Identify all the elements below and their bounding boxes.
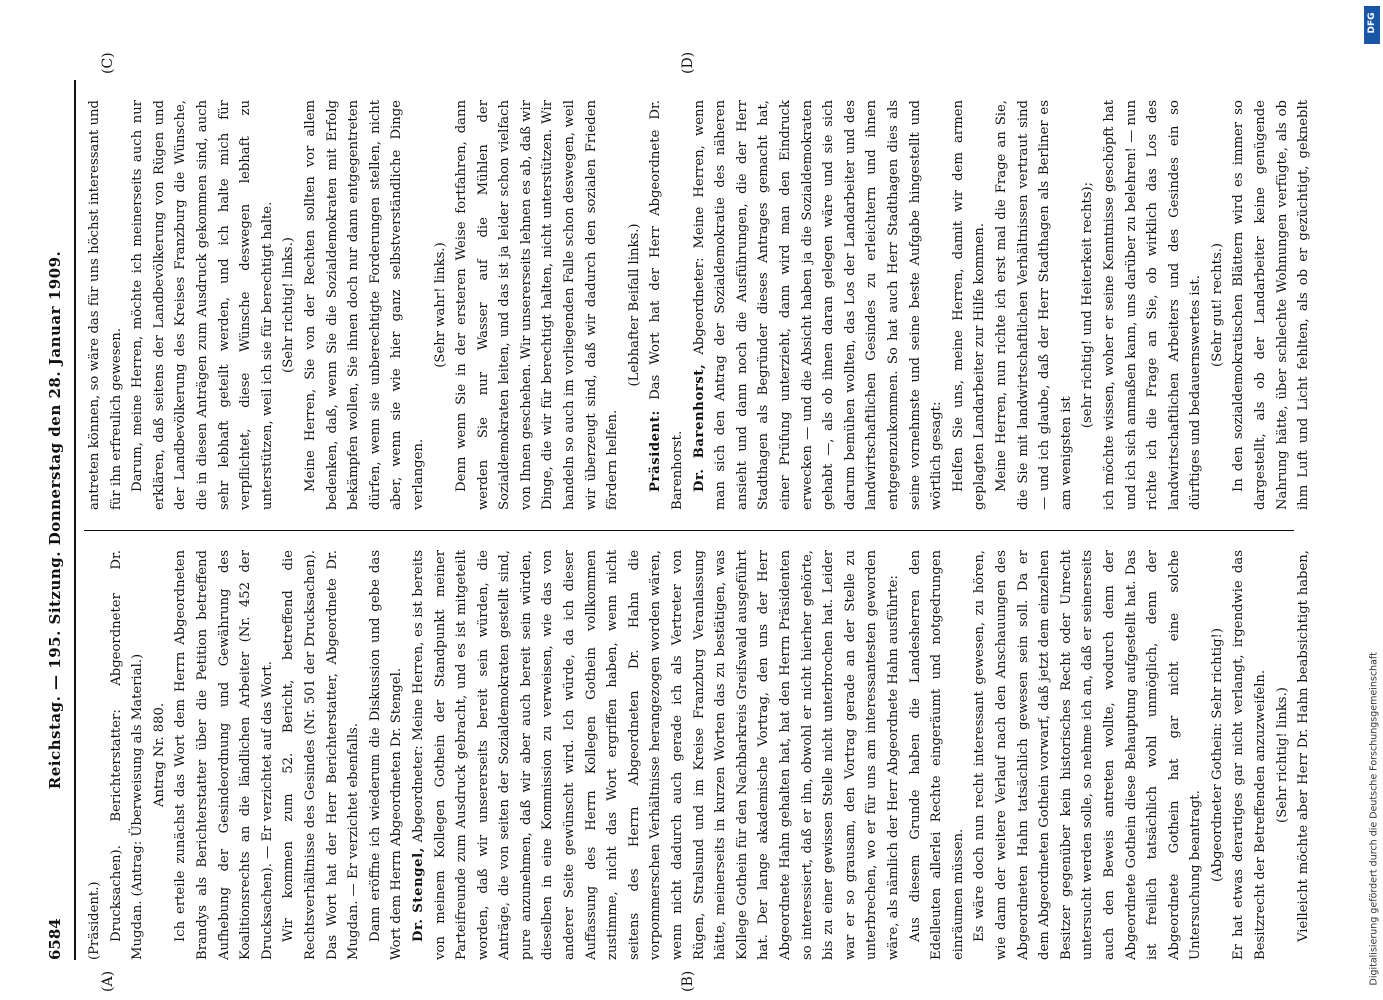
margin-letter-b: (B): [680, 970, 696, 992]
right-column-paragraph: (sehr richtig! und Heiterkeit rechts);: [1080, 181, 1096, 429]
left-column-paragraph: Wir kommen zum 52. Bericht, betreffend die Rechtsverhältnisse des Gesindes (Nr. 501 der Drucksachen). Das Wort hat der Herr Berichterstatter, Abgeordnete Dr. Mugdan. — Er verzichtet ebenfalls.: [281, 550, 362, 960]
right-column-paragraph: Darum, meine Herren, möchte ich meinerseits auch nur erklären, daß seitens der Landbevölkerung von Rügen und der Landbevölkerung des Kreises Franzburg die Wünsche, die in diesen Anträgen zum Ausdruck gekommen sind, auch sehr lebhaft geteilt werden, und ich halte mich für verpflichtet, diese Wünsche deswegen lebhaft zu unterstützen, weil ich sie für berechtigt halte.: [130, 100, 275, 510]
right-column-paragraph: Präsident: Das Wort hat der Herr Abgeordnete Dr. Barenhorst.: [648, 100, 686, 510]
right-column: [84, 100, 1314, 510]
speaker-name: Dr. Stengel,: [410, 847, 426, 942]
right-column-paragraph: (Sehr wahr! links.): [432, 242, 448, 368]
left-column-paragraph: Dr. Stengel, Abgeordneter: Meine Herren, es ist bereits von meinem Kollegen Gothein der Standpunkt meiner Parteifreunde zum Ausdruck gebracht, und es ist mitgeteilt worden, daß wir unsererseits bereit sein würden, die Anträge, die von seiten der Sozialdemokraten gestellt sind, pure anzunehmen, daß wir aber auch bereit sein würden, dieselben in eine Kommission zu verweisen, wie das von anderer Seite gewünscht wird. Ich würde, da ich dieser Auffassung des Herrn Kollegen Gothein vollkommen zustimme, nicht das Wort ergriffen haben, wenn nicht seitens des Herrn Abgeordneten Dr. Hahn die vorpommerschen Verhältnisse herangezogen worden wären, wenn nicht dadurch auch gerade ich als Vertreter von Rügen, Stralsund und im Kreise Franzburg Veranlassung hätte, meinerseits in kurzen Worten das zu bestätigen, was Kollege Gothein für den Nachbarkreis Greifswald ausgeführt hat. Der lange akademische Vortrag, den uns der Herr Abgeordnete Hahn gehalten hat, hat den Herrn Präsidenten so interessiert, daß er ihn, obwohl er nicht hierher gehörte, bis zu einer gewissen Stelle nicht unterbrochen hat. Leider war er so grausam, den Vortrag gerade an der Stelle zu unterbrechen, wo er für uns am interessantesten geworden wäre, als nämlich der Herr Abgeordnete Hahn ausführte:: [410, 550, 901, 960]
speaker-name: Dr. Barenhorst,: [691, 363, 707, 492]
left-column-paragraph: (Präsident.): [87, 881, 102, 960]
left-column-paragraph: (Abgeordneter Gothein: Sehr richtig!): [1209, 628, 1225, 882]
left-column-paragraph: Er hat etwas derartiges gar nicht verlangt, irgendwie das Besitzrecht der Betreffenden anzuzweifeln.: [1231, 550, 1269, 960]
dfg-logo: DFG: [1364, 6, 1380, 44]
page-number: 6584: [46, 918, 64, 960]
right-column-paragraph: Denn wenn Sie in der ersteren Weise fortfahren, dann werden Sie nur Wasser auf die Mühlen der Sozialdemokraten leiten, und das ist ja leider schon vielfach von Ihnen geschehen. Wir unsererseits lehnen es ab, daß wir Dinge, die wir für berechtigt halten, nicht unterstützen. Wir handeln so auch im vorliegenden Falle schon deswegen, weil wir überzeugt sind, daß wir dadurch den sozialen Frieden fördern helfen.: [454, 100, 621, 510]
left-column-paragraph: Ich erteile zunächst das Wort dem Herrn Abgeordneten Brandys als Berichterstatter über die Petition betreffend Aufhebung der Gesindeordnung und Gewährung des Koalitionsrechts an die ländlichen Arbeiter (Nr. 452 der Drucksachen). — Er verzichtet auf das Wort.: [173, 550, 275, 960]
left-column-paragraph: (Sehr richtig! links.): [1274, 687, 1290, 823]
page-header-title: Reichstag. — 195. Sitzung. Donnerstag den 28. Januar 1909.: [46, 250, 64, 790]
right-column-paragraph: In den sozialdemokratischen Blättern wird es immer so dargestellt, als ob der Landarbeiter keine genügende Nahrung hätte, über schlechte Wohnungen verfügte, als ob ihm Luft und Licht fehlten, als ob er gezüchtigt, gekneblt: [1231, 100, 1312, 510]
rotated-page: [40, 51, 1330, 992]
right-column-paragraph: (Lebhafter Beifall links.): [626, 223, 642, 387]
margin-letter-d: (D): [680, 51, 696, 74]
right-column-paragraph: antreten können, so wäre das für uns höchst interessant und für ihn erfreulich gewesen.: [87, 100, 124, 510]
right-column-paragraph: Dr. Barenhorst, Abgeordneter: Meine Herren, wenn man sich den Antrag der Sozialdemokratie des näheren ansieht und dann noch die Ausführungen, die der Herr Stadthagen als Begründer dieses Antrages gemacht hat, einer Prüfung unterzieht, dann wird man den Eindruck erwecken — und die Absicht haben ja die Sozialdemokraten gehabt —, als ob ihnen daran gelegen wäre und sie sich darum bemühen wollten, das Los der Landarbeiter und des landwirtschaftlichen Gesindes zu erleichtern und ihnen entgegenzukommen. So hat auch Herr Stadthagen dies als seine vornehmste und seine beste Aufgabe hingestellt und wörtlich gesagt:: [691, 100, 945, 510]
left-column-paragraph: Antrag Nr. 880.: [151, 702, 167, 808]
right-column-paragraph: (Sehr richtig! links.): [281, 237, 297, 373]
column-divider: [84, 530, 1294, 531]
left-column: [84, 550, 1314, 960]
left-column-paragraph: Drucksachen). Berichterstatter: Abgeordneter Dr. Mugdan. (Antrag: Überweisung als Material.): [108, 550, 146, 960]
page-header: [40, 80, 76, 960]
right-column-paragraph: Meine Herren, nun richte ich erst mal die Frage an Sie, die Sie mit landwirtschaftlichen Verhältnissen vertraut sind — und ich glaube, daß der Herr Stadthagen als Berliner es am wenigsten ist: [993, 100, 1074, 510]
right-column-paragraph: Helfen Sie uns, meine Herren, damit wir dem armen geplagten Landarbeiter zur Hilfe kommen.: [950, 100, 988, 510]
right-column-paragraph: ich möchte wissen, woher er seine Kenntnisse geschöpft hat und ich sich anmaßen kann, uns darüber zu belehren! — nun richte ich die Frage an Sie, ob wirklich das Los des landwirtschaftlichen Arbeiters und des Gesindes ein so dürftiges und bedauernswertes ist.: [1101, 100, 1204, 510]
margin-letter-a: (A): [100, 970, 116, 992]
left-column-paragraph: Dann eröffne ich wiederum die Diskussion und gebe das Wort dem Herrn Abgeordneten Dr. Stengel.: [367, 550, 405, 960]
right-column-paragraph: Meine Herren, Sie von der Rechten sollten vor allem bedenken, daß, wenn Sie die Sozialdemokraten mit Erfolg bekämpfen wollen, Sie ihnen doch nur dann entgegentreten dürfen, wenn sie unberechtigte Forderungen stellen, nicht aber, wenn sie wie hier ganz selbstverständliche Dinge verlangen.: [302, 100, 426, 510]
speaker-name: Präsident:: [648, 409, 664, 492]
left-column-paragraph: Es wäre doch nun recht interessant gewesen, zu hören, wie dann der weitere Verlauf nach den Anschauungen des Abgeordneten Hahn tatsächlich gewesen sein soll. Da er dem Abgeordneten Gothein vorwarf, daß jetzt dem einzelnen Besitzer gegenüber kein historisches Recht oder Unrecht untersucht werden solle, so nehme ich an, daß er seinerseits auch den Beweis antreten wollte, wodurch denn der Abgeordnete Gothein diese Behauptung aufgestellt hat. Das ist freilich tatsächlich wohl unmöglich, denn der Abgeordnete Gothein hat gar nicht eine solche Untersuchung beantragt.: [972, 550, 1204, 960]
attribution-sidebar: [1364, 0, 1382, 1000]
attribution-text: Digitalisierung gefördert durch die Deutsche Forschungsgemeinschaft: [1368, 652, 1380, 986]
margin-letter-c: (C): [100, 52, 116, 74]
right-column-paragraph: (Sehr gut! rechts.): [1209, 242, 1225, 368]
left-column-paragraph: Aus diesem Grunde haben die Landesherren den Edelleuten allerlei Rechte eingeräumt und notgedrungen einräumen müssen.: [907, 550, 966, 960]
left-column-paragraph: Vielleicht möchte aber Herr Dr. Hahn beabsichtigt haben,: [1296, 550, 1312, 942]
